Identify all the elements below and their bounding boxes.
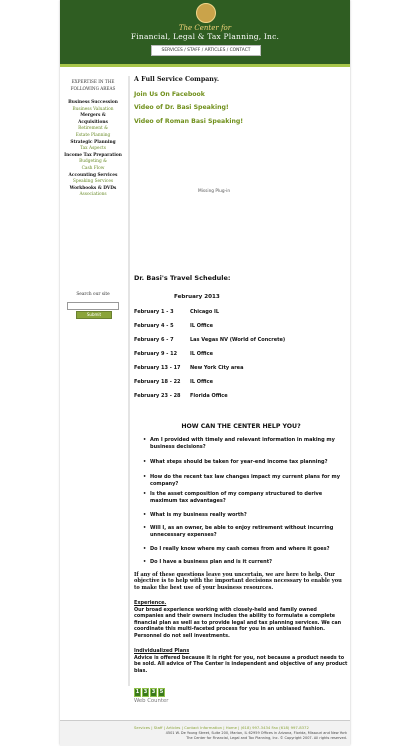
seal-logo-icon[interactable] xyxy=(196,3,216,23)
question-item: • Is the asset composition of my company structured to derive maximum tax advantages? xyxy=(150,491,348,505)
sidebar-item[interactable]: Mergers & xyxy=(80,113,106,119)
sidebar-item[interactable]: Cash Flow xyxy=(81,165,105,171)
help-title: HOW CAN THE CENTER HELP YOU? xyxy=(181,423,301,430)
facebook-link[interactable]: Join Us On Facebook xyxy=(134,91,205,98)
counter-digits xyxy=(134,688,168,697)
plans-heading: Individualized Plans xyxy=(134,648,190,654)
question-item: • Do I really know where my cash comes from and where it goes? xyxy=(150,546,348,553)
search-input[interactable] xyxy=(67,302,119,310)
counter-digit: 5 xyxy=(159,689,164,695)
experience-heading: Experience. xyxy=(134,600,167,606)
sidebar-item[interactable]: Acquisitions xyxy=(78,119,108,125)
travel-place: IL Office xyxy=(190,351,213,357)
web-counter[interactable] xyxy=(134,688,168,704)
plans-paragraph: Advice is offered because it is right for you, not because a product needs to be sold. All advice of The Center is independent and objective of any product bias. xyxy=(134,655,348,674)
sidebar-item[interactable]: Speaking Services xyxy=(72,179,114,185)
travel-place: New York City area xyxy=(190,365,244,371)
site-title-line2: Financial, Legal & Tax Planning, Inc. xyxy=(130,32,280,41)
travel-date: February 9 - 12 xyxy=(134,351,178,357)
footer-copyright: The Center for Financial, Legal and Tax Planning, Inc. © Copyright 2007. All rights reserved. xyxy=(186,735,347,740)
travel-month: February 2013 xyxy=(174,294,220,300)
sidebar-list xyxy=(62,100,124,199)
sidebar-heading: EXPERTISE IN THE FOLLOWING AREAS xyxy=(70,79,116,91)
sidebar xyxy=(60,70,126,700)
question-item: • Am I provided with timely and relevant information in making my business decisions? xyxy=(150,437,348,451)
sidebar-item[interactable]: Associations xyxy=(79,192,107,198)
travel-date: February 6 - 7 xyxy=(134,337,174,343)
counter-digit: 3 xyxy=(143,689,148,695)
site-header xyxy=(60,0,350,67)
travel-place: Las Vegas NV (World of Concrete) xyxy=(190,337,286,343)
travel-date: February 18 - 22 xyxy=(134,379,181,385)
question-item: • What is my business really worth? xyxy=(150,512,348,519)
travel-place: IL Office xyxy=(190,379,213,385)
search-submit-button[interactable]: Submit xyxy=(76,311,112,319)
experience-paragraph: Our broad experience working with closely-held and family owned companies and their owners includes the ability to formulate a complete financial plan as well as to provide legal and tax planning services. We can coordinate this multi-faceted process for you in an unbiased fashion. Personnel do not sell investments. xyxy=(134,607,342,639)
site-footer xyxy=(60,720,350,746)
travel-place: IL Office xyxy=(190,323,213,329)
search-label: Search our site xyxy=(76,292,110,297)
sidebar-item[interactable]: Strategic Planning xyxy=(70,139,116,145)
site-title-line1: The Center for xyxy=(178,24,232,32)
page xyxy=(60,0,350,745)
question-item: • Will I, as an owner, be able to enjoy retirement without incurring unnecessary expenses? xyxy=(150,525,348,539)
counter-digit: 3 xyxy=(151,689,156,695)
footer-links[interactable]: Services | Staff | Articles | Contact Information | Home | (618) 997-3434 Fax (618) 997-8372 xyxy=(134,725,309,730)
question-item: • Do I have a business plan and is it current? xyxy=(150,559,348,566)
sidebar-item[interactable]: Business Valuation xyxy=(72,106,114,112)
video-roman-basi-link[interactable]: Video of Roman Basi Speaking! xyxy=(134,118,244,125)
video-dr-basi-link[interactable]: Video of Dr. Basi Speaking! xyxy=(134,104,229,111)
footer-address xyxy=(122,731,347,740)
sidebar-item[interactable]: Retirement & xyxy=(78,126,108,132)
sidebar-item[interactable]: Estate Planning xyxy=(75,132,111,138)
travel-date: February 1 - 3 xyxy=(134,309,174,315)
travel-date: February 4 - 5 xyxy=(134,323,174,329)
missing-plugin-text: Missing Plug-in xyxy=(198,189,231,194)
main-nav[interactable]: SERVICES / STAFF / ARTICLES / CONTACT xyxy=(151,45,261,56)
travel-place: Florida Office xyxy=(190,393,228,399)
travel-date: February 13 - 17 xyxy=(134,365,181,371)
travel-place: Chicago IL xyxy=(190,309,220,315)
footer-address-line1: 4501 W. De Young Street, Suite 200, Marion, IL 62959 Offices in Arizona, Florida, Missouri and New York xyxy=(165,731,347,735)
uncertain-paragraph: If any of these questions leave you uncertain, we are here to help. Our objective is to help with the important decisions necessary to enable you to make the best use of your business resources. xyxy=(134,572,342,591)
sidebar-item[interactable]: Budgeting & xyxy=(79,159,107,165)
counter-label: Web Counter xyxy=(134,698,169,704)
sidebar-item[interactable]: Income Tax Preparation xyxy=(64,152,122,158)
question-item: • How do the recent tax law changes impact my current plans for my company? xyxy=(150,474,348,488)
travel-date: February 23 - 28 xyxy=(134,393,181,399)
sidebar-item[interactable]: Workbooks & DVDs xyxy=(69,185,117,191)
question-item: • What steps should be taken for year-end income tax planning? xyxy=(150,459,348,466)
sidebar-item[interactable]: Accounting Services xyxy=(68,172,118,178)
service-heading: A Full Service Company. xyxy=(134,76,220,83)
column-divider xyxy=(128,76,130,686)
sidebar-item[interactable]: Tax Aspects xyxy=(80,146,106,152)
sidebar-item[interactable]: Business Succession xyxy=(68,100,118,105)
travel-title: Dr. Basi's Travel Schedule: xyxy=(134,274,231,282)
counter-digit: 1 xyxy=(135,689,140,695)
